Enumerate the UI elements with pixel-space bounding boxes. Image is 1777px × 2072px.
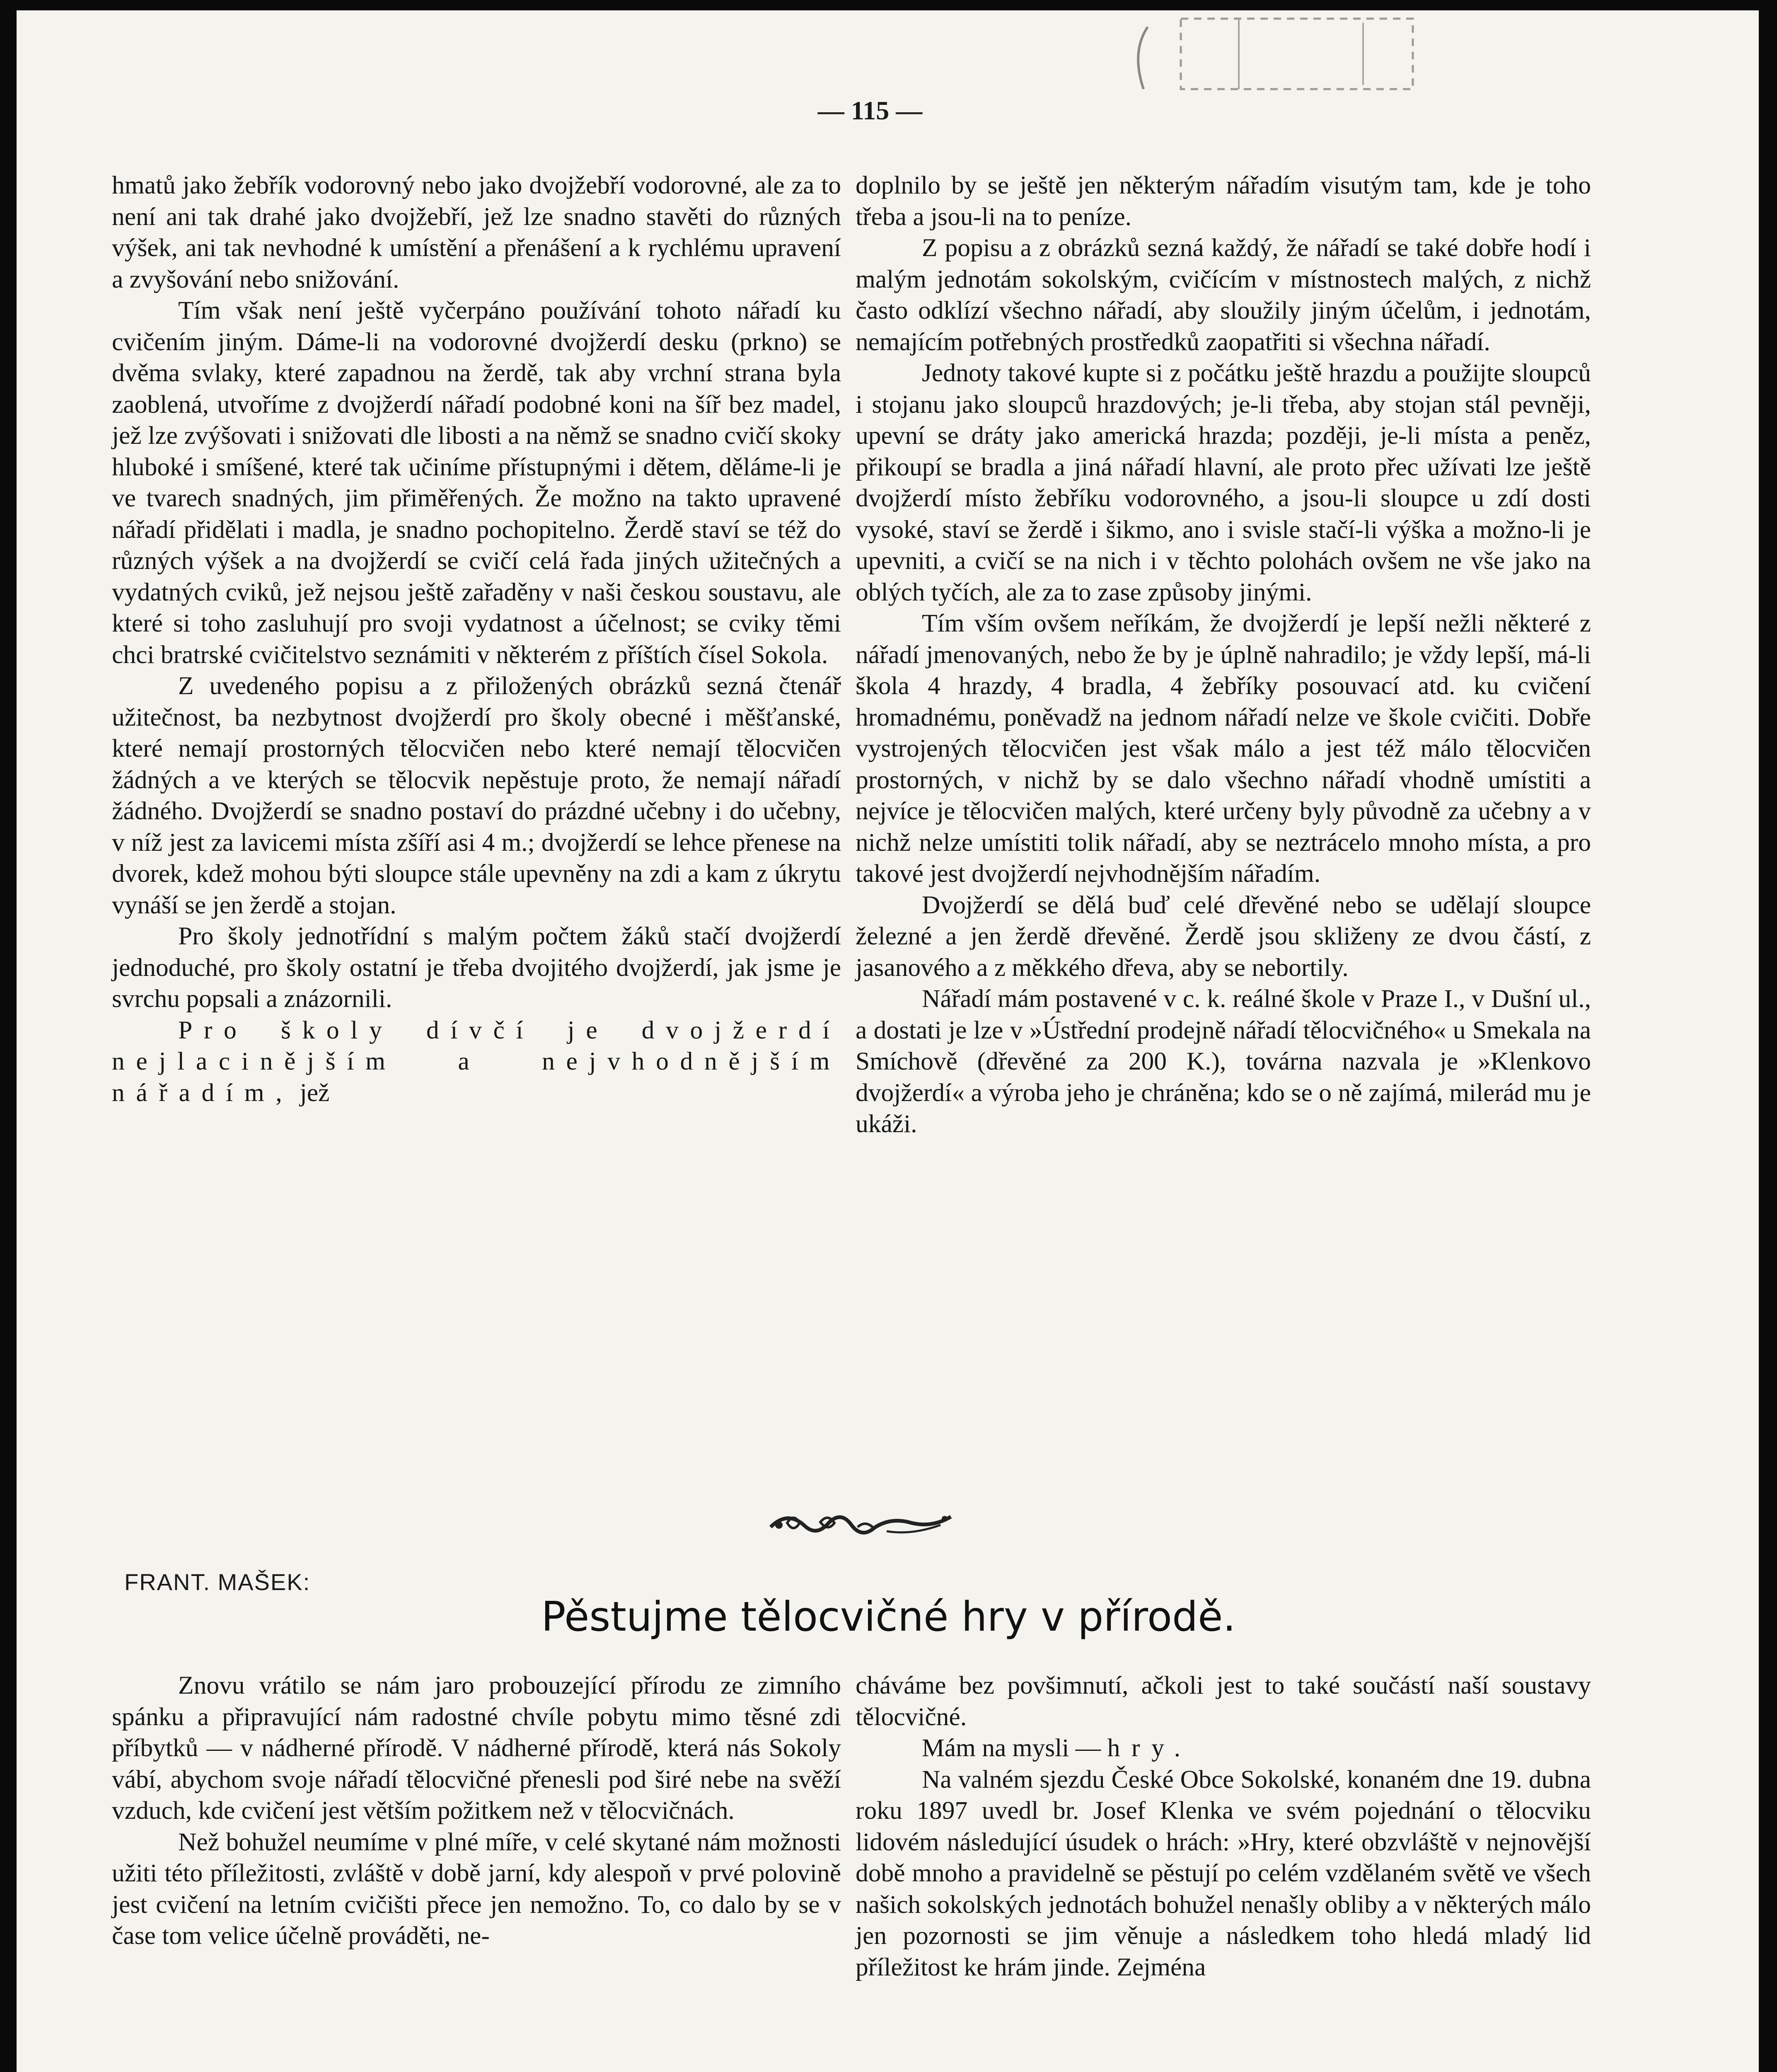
- paragraph: Z uvedeného popisu a z přiložených obrázků sezná čtenář užitečnost, ba nezbytnost dvojžerdí pro školy obecné i měšťanské, které nemají prostorných tělocvičen nebo které nemají tělocvičen žádných a ve kterých se tělocvik nepěstuje proto, že nemají nářadí žádného. Dvojžerdí se snadno postaví do prázdné učebny i do učebny, v níž jest za lavicemi místa zšíří asi 4 m.; dvojžerdí se lehce přenese na dvorek, kdež mohou býti sloupce stále upevněny na zdi a kam z úkrytu vynáší se jen žerdě a stojan.: [112, 672, 841, 919]
- paragraph: Znovu vrátilo se nám jaro probouzející přírodu ze zimního spánku a připravující nám radostné chvíle pobytu mimo těsné zdi příbytků — v nádherné přírodě. V nádherné přírodě, která nás Sokoly vábí, abychom svoje nářadí tělocvičné přenesli pod širé nebe na svěží vzduch, kde cvičení jest větším požitkem než v tělocvičnách.: [112, 1671, 841, 1825]
- paragraph: cháváme bez povšimnutí, ačkoli jest to také součástí naší soustavy tělocvičné.: [856, 1671, 1591, 1731]
- paragraph: Tím vším ovšem neříkám, že dvojžerdí je lepší nežli některé z nářadí jmenovaných, nebo že by je úplně nahradilo; je vždy lepší, má-li škola 4 hrazdy, 4 bradla, 4 žebříky posouvací atd. ku cvičení hromadnému, poněvadž na jednom nářadí nelze ve škole cvičiti. Dobře vystrojených tělocvičen jest však málo a jest též málo tělocvičen prostorných, v nichž by se dalo všechno nářadí vhodně umístiti a nejvíce je tělocvičen malých, které určeny byly původně za učebny a v nichž nelze umístiti tolik nářadí, aby se neztrácelo mnoho místa, a pro takové jest dvojžerdí nejvhodnějším nářadím.: [856, 609, 1591, 888]
- spaced-emphasis: hry.: [1107, 1734, 1192, 1762]
- paragraph: Jednoty takové kupte si z počátku ještě hrazdu a použijte sloupců i stojanu jako sloupců hrazdových; je-li třeba, aby stojan stál pevněji, upevní se dráty jako americká hrazda; později, je-li místa a peněz, přikoupí se bradla a jiná nářadí hlavní, ale proto přec užívati lze ještě dvojžerdí místo žebříku vodorovného, a jsou-li sloupce u zdí dosti vysoké, staví se žerdě i šikmo, ano i svisle stačí-li výška a možno-li je upevniti, a cvičí se na nich i v těchto polohách ovšem ne vše jako na oblých tyčích, ale za to zase způsoby jinými.: [856, 359, 1591, 606]
- paragraph: doplnilo by se ještě jen některým nářadím visutým tam, kde je toho třeba a jsou-li na to peníze.: [856, 171, 1591, 231]
- article2-column-right: [856, 1670, 1591, 1983]
- paragraph-spaced: [112, 1015, 841, 1109]
- page-number: — 115 —: [817, 96, 923, 125]
- paragraph-mind: [856, 1733, 1591, 1764]
- paragraph: Tím však není ještě vyčerpáno používání tohoto nářadí ku cvičením jiným. Dáme-li na vodorovné dvojžerdí desku (prkno) se dvěma svlaky, které zapadnou na žerdě, tak aby vrchní strana byla zaoblená, utvoříme z dvojžerdí nářadí podobné koni na šíř bez madel, jež lze zvýšovati i snižovati dle libosti a na němž se snadno cvičí skoky hluboké i smíšené, které tak učiníme přístupnými i dětem, děláme-li je ve tvarech snadných, jim přiměřených. Že možno na takto upravené nářadí přidělati i madla, je snadno pochopitelno. Žerdě staví se též do různých výšek a na dvojžerdí se cvičí celá řada jiných užitečných a vydatných cviků, jež nejsou ještě zařaděny v naši českou soustavu, ale které si toho zasluhují pro svoji vydatnost a účelnost; se cviky těmi chci bratrské cvičitelstvo seznámiti v některém z příštích čísel Sokola.: [112, 296, 841, 669]
- paragraph: Z popisu a z obrázků sezná každý, že nářadí se také dobře hodí i malým jednotám sokolským, cvičícím v místnostech malých, z nichž často odklízí všechno nářadí, aby sloužily jiným účelům, i jednotám, nemajícím potřebných prostředků zaopatřiti si všechna nářadí.: [856, 234, 1591, 356]
- mind-lead: Mám na mysli —: [922, 1734, 1107, 1762]
- paragraph: Nářadí mám postavené v c. k. reálné škole v Praze I., v Dušní ul., a dostati je lze v »Ústřední prodejně nářadí tělocvičného« u Smekala na Smíchově (dřevěné za 200 K.), továrna nazvala je »Klenkovo dvojžerdí« a výroba jeho je chráněna; kdo se o ně zajímá, milerád mu je ukáži.: [856, 985, 1591, 1138]
- library-stamp-icon: [1115, 10, 1438, 106]
- article1-column-left: [112, 170, 841, 1109]
- paragraph: Pro školy jednotřídní s malým počtem žáků stačí dvojžerdí jednoduché, pro školy ostatní je třeba dvojitého dvojžerdí, jak jsme je svrchu popsali a znázornili.: [112, 922, 841, 1013]
- article-author: FRANT. MAŠEK:: [124, 1569, 311, 1595]
- paragraph-tail: jež: [293, 1078, 330, 1107]
- paragraph: Než bohužel neumíme v plné míře, v celé skytané nám možnosti užiti této příležitosti, zvláště v době jarní, kdy alespoň v prvé polovině jest cvičení na letním cvičišti přece jen nemožno. To, co dalo by se v čase tom velice účelně prováděti, ne-: [112, 1828, 841, 1950]
- paragraph: hmatů jako žebřík vodorovný nebo jako dvojžebří vodorovné, ale za to není ani tak drahé jako dvojžebří, jež lze snadno stavěti do různých výšek, ani tak nevhodné k umístění a přenášení a k rychlému upravení a zvyšování nebo snižování.: [112, 171, 841, 293]
- paragraph: Na valném sjezdu České Obce Sokolské, konaném dne 19. dubna roku 1897 uvedl br. Josef Klenka ve svém pojednání o tělocviku lidovém následující úsudek o hrách: »Hry, které obzvláště v nejnovější době mnoho a pravidelně se pěstují po celém vzdělaném světě ve všech našich sokolských jednotách bohužel nenašly obliby a v některých málo jen pozornosti se jim věnuje a následkem toho hledá mladý lid příležitost ke hrám jinde. Zejména: [856, 1765, 1591, 1981]
- spaced-emphasis: Pro školy dívčí je dvojžerdí nejlacinějším a nejvhodnějším nářadím,: [112, 1016, 841, 1107]
- article-title: Pěstujme tělocvičné hry v přírodě.: [541, 1593, 1236, 1641]
- paragraph: Dvojžerdí se dělá buď celé dřevěné nebo se udělají sloupce železné a jen žerdě dřevěné. Žerdě jsou skliženy ze dvou částí, z jasanového a z měkkého dřeva, aby se nebortily.: [856, 891, 1591, 982]
- article1-column-right: [856, 170, 1591, 1140]
- ornament-flourish-icon: [762, 1502, 957, 1548]
- article2-column-left: [112, 1670, 841, 1952]
